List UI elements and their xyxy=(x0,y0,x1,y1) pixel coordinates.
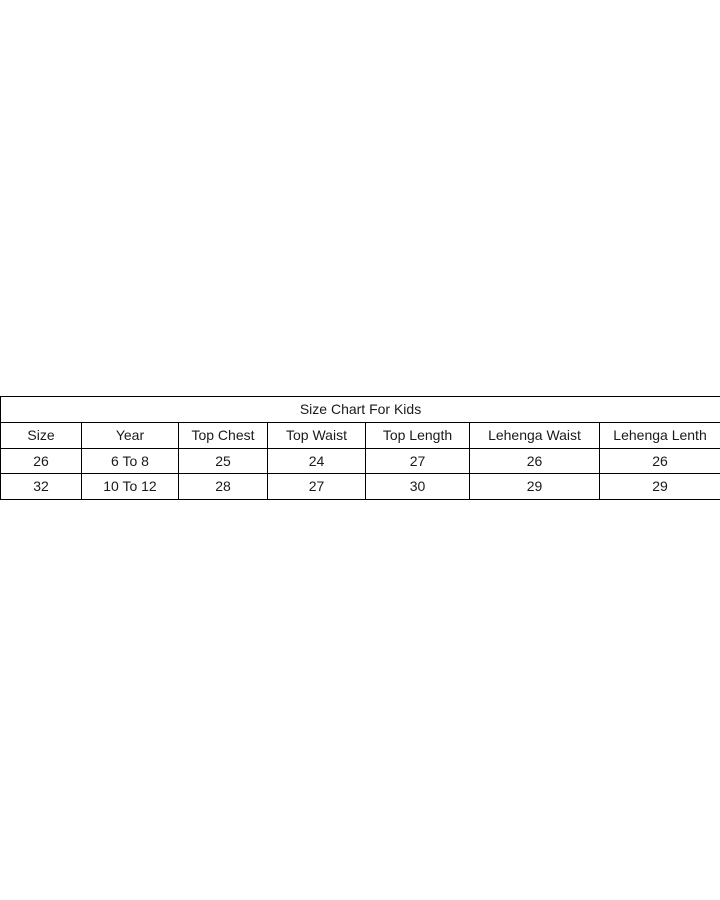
cell-top-length: 30 xyxy=(366,474,470,500)
column-header-lehenga-waist: Lehenga Waist xyxy=(470,422,600,448)
column-header-top-length: Top Length xyxy=(366,422,470,448)
cell-lehenga-waist: 26 xyxy=(470,448,600,474)
size-chart-container xyxy=(0,396,720,500)
cell-lehenga-lenth: 29 xyxy=(600,474,720,500)
column-header-year: Year xyxy=(82,422,179,448)
cell-top-waist: 27 xyxy=(268,474,366,500)
cell-top-chest: 28 xyxy=(179,474,268,500)
column-header-lehenga-lenth: Lehenga Lenth xyxy=(600,422,720,448)
cell-top-length: 27 xyxy=(366,448,470,474)
table-row xyxy=(1,448,720,474)
chart-title: Size Chart For Kids xyxy=(1,397,720,423)
cell-lehenga-lenth: 26 xyxy=(600,448,720,474)
cell-top-waist: 24 xyxy=(268,448,366,474)
cell-size: 32 xyxy=(1,474,82,500)
table-title-row xyxy=(1,397,720,423)
table-row xyxy=(1,474,720,500)
column-header-top-chest: Top Chest xyxy=(179,422,268,448)
table-header-row xyxy=(1,422,720,448)
column-header-size: Size xyxy=(1,422,82,448)
cell-year: 6 To 8 xyxy=(82,448,179,474)
cell-year: 10 To 12 xyxy=(82,474,179,500)
column-header-top-waist: Top Waist xyxy=(268,422,366,448)
cell-size: 26 xyxy=(1,448,82,474)
cell-top-chest: 25 xyxy=(179,448,268,474)
size-chart-table xyxy=(0,396,720,500)
cell-lehenga-waist: 29 xyxy=(470,474,600,500)
